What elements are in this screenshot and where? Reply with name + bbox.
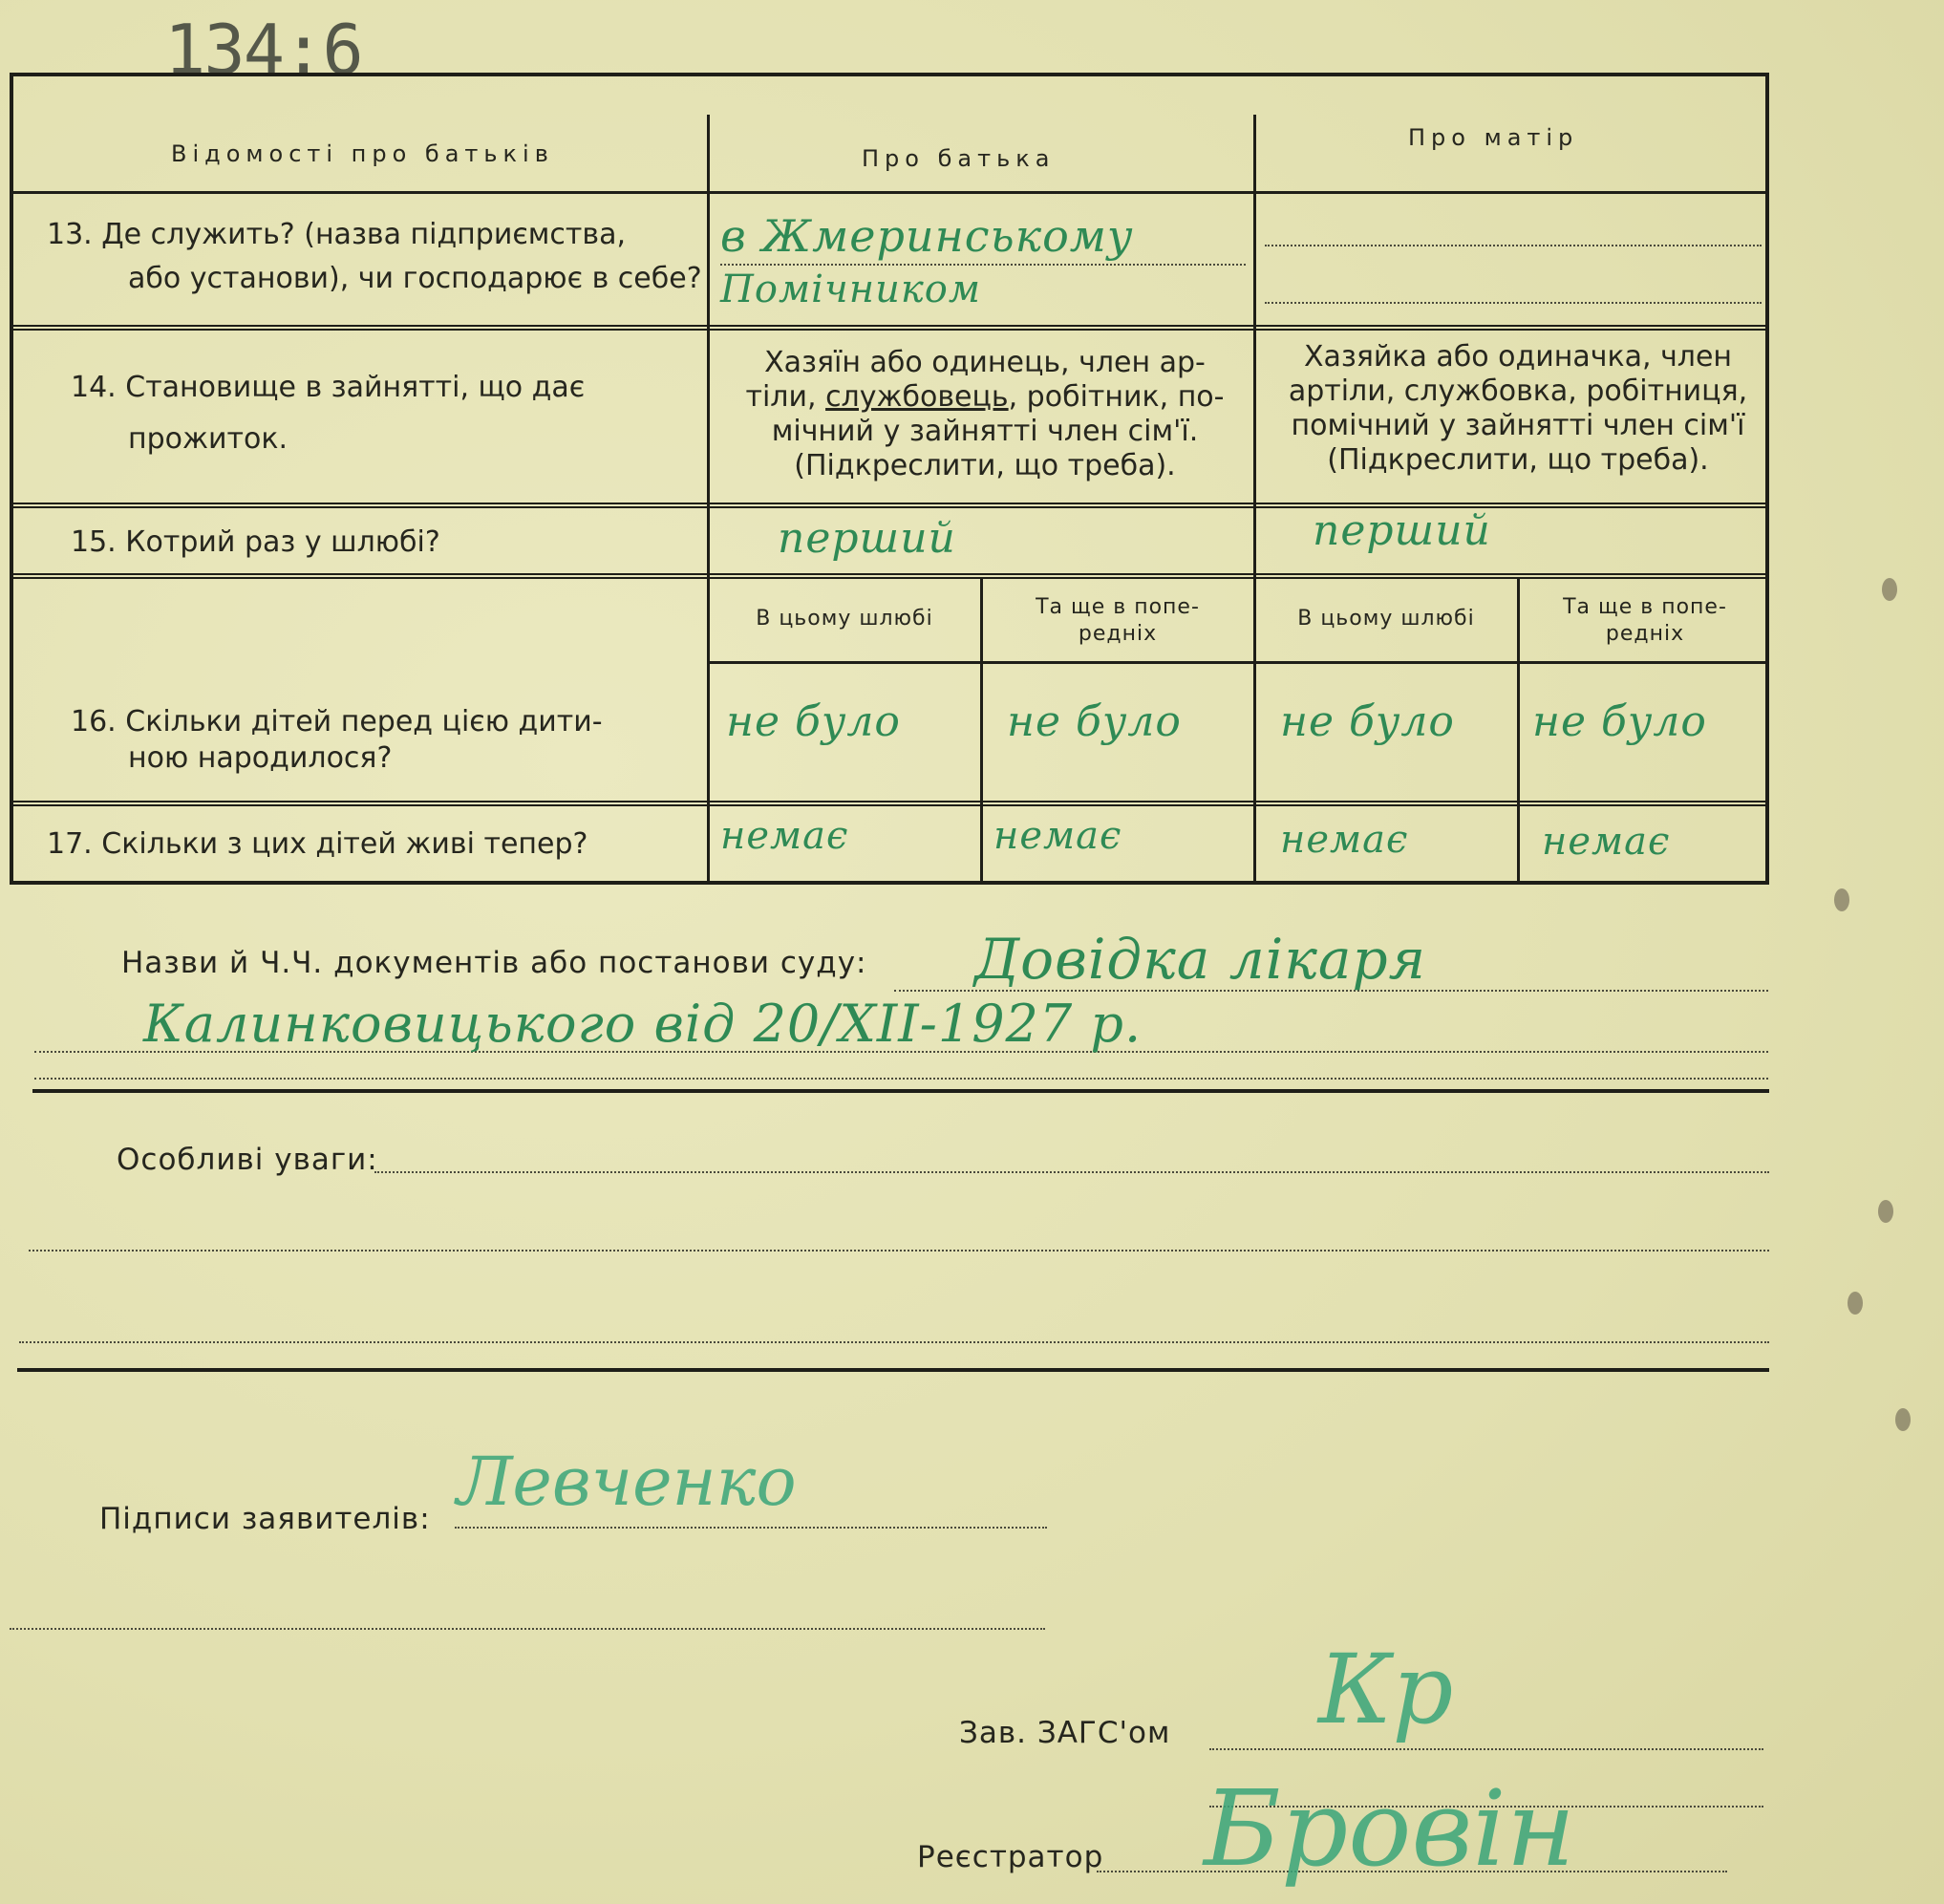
zags-head-label: Зав. ЗАГС'ом (959, 1716, 1171, 1750)
registrar-signature: Бровін (1204, 1767, 1576, 1890)
q16-mother-in-marriage-answer: не було (1280, 697, 1455, 746)
q13-mother-dotline-1 (1265, 245, 1762, 246)
q14-mother-options-line2: артіли, службовка, робітниця, (1288, 374, 1748, 408)
row-divider-16 (13, 801, 1765, 806)
q16-father-previous-answer: не було (1007, 697, 1182, 746)
q16-mother-previous-answer: не було (1532, 697, 1707, 746)
q13-father-answer-line2: Помічником (720, 267, 982, 311)
q13-mother-dotline-2 (1265, 302, 1762, 304)
q14-mother-options-line3: помічний у зайнятті член сім'ї (1291, 409, 1745, 442)
col-divider-1 (707, 115, 710, 885)
q16-label-line1: 16. Скільки дітей перед цією дити- (71, 705, 603, 738)
binding-hole (1834, 888, 1849, 911)
row-divider-13 (13, 325, 1765, 331)
q15-label: 15. Котрий раз у шлюбі? (71, 525, 440, 559)
q15-mother-answer: перший (1313, 506, 1491, 555)
q17-father-in-marriage-answer: немає (720, 814, 849, 858)
header-father: Про батька (862, 145, 1056, 172)
applicants-signature-label: Підписи заявителів: (99, 1502, 431, 1536)
remarks-dotline-3 (19, 1341, 1769, 1343)
q14-mother-options-line4: (Підкреслити, що треба). (1327, 443, 1709, 477)
col-divider-father-sub (980, 579, 983, 885)
q14-label-line2: прожиток. (128, 422, 288, 456)
remarks-label: Особливі уваги: (117, 1143, 378, 1177)
q16-father-previous-header-line1: Та ще в попе- (1036, 595, 1200, 619)
q17-label: 17. Скільки з цих дітей живі тепер? (47, 827, 588, 861)
q13-label-line1: 13. Де служить? (назва підприємства, (47, 218, 627, 251)
q14-option-text-a: тіли, (745, 380, 826, 414)
q14-option-underlined: службовець (825, 380, 1009, 414)
q16-father-in-marriage-header: В цьому шлюбі (756, 607, 933, 631)
header-parents-info: Відомості про батьків (171, 140, 554, 167)
q14-father-options-line4: (Підкреслити, що треба). (794, 449, 1176, 482)
remarks-rule (17, 1368, 1769, 1372)
q17-mother-in-marriage-answer: немає (1280, 818, 1409, 862)
q15-father-answer: перший (778, 514, 956, 563)
q14-father-options-line2 (722, 380, 1248, 415)
q16-mother-in-marriage-header: В цьому шлюбі (1297, 607, 1475, 631)
q14-label-line1: 14. Становище в зайнятті, що дає (71, 371, 586, 404)
q16-label-line2: ною народилося? (128, 741, 393, 775)
binding-hole (1878, 1200, 1893, 1223)
col-divider-2 (1253, 115, 1256, 885)
row-divider-14 (13, 503, 1765, 508)
q16-mother-previous-header-line2: редніх (1605, 622, 1685, 646)
binding-hole (1848, 1292, 1863, 1315)
binding-hole (1895, 1408, 1911, 1431)
col-divider-mother-sub (1517, 579, 1520, 885)
documents-label: Назви й Ч.Ч. документів або постанови суду: (121, 946, 867, 980)
q14-mother-options-line1: Хазяйка або одиначка, член (1303, 340, 1733, 374)
row-divider-15 (13, 573, 1765, 579)
q13-father-dotline (720, 264, 1246, 266)
applicants-signature-dotline-2 (10, 1628, 1045, 1630)
remarks-dotline-2 (29, 1250, 1769, 1252)
q13-label-line2: або установи), чи господарює в себе? (128, 262, 702, 295)
remarks-dotline-1 (374, 1171, 1769, 1173)
row-divider-header (13, 191, 1765, 194)
q16-father-previous-header-line2: редніх (1078, 622, 1158, 646)
q14-father-options-line1: Хазяїн або одинець, член ар- (764, 346, 1206, 379)
archive-number: 134:6 (164, 10, 362, 90)
applicants-signature-dotline-1 (455, 1527, 1047, 1529)
parents-info-table (10, 73, 1769, 885)
binding-hole (1882, 578, 1897, 601)
q14-father-options-line3: мічний у зайнятті член сім'ї. (771, 415, 1199, 448)
q17-mother-previous-answer: немає (1542, 820, 1671, 864)
zags-head-signature: Кр (1318, 1634, 1454, 1745)
header-mother: Про матір (1408, 124, 1579, 151)
registrar-label: Реєстратор (917, 1840, 1104, 1874)
applicants-signature: Левченко (457, 1443, 797, 1521)
q14-option-text-c: , робітник, по- (1008, 380, 1225, 414)
q17-father-previous-answer: немає (993, 814, 1122, 858)
q13-father-answer-line1: в Жмеринському (720, 210, 1134, 262)
documents-dotline-3 (34, 1078, 1768, 1080)
q16-mother-previous-header-line1: Та ще в попе- (1563, 595, 1727, 619)
documents-answer-line1: Довідка лікаря (974, 927, 1427, 992)
zags-head-dotline (1209, 1748, 1763, 1750)
documents-rule (32, 1089, 1769, 1093)
q16-father-in-marriage-answer: не було (726, 697, 901, 746)
row-divider-16-sub (707, 661, 1765, 664)
documents-answer-line2: Калинковицького від 20/XII-1927 р. (143, 994, 1143, 1054)
